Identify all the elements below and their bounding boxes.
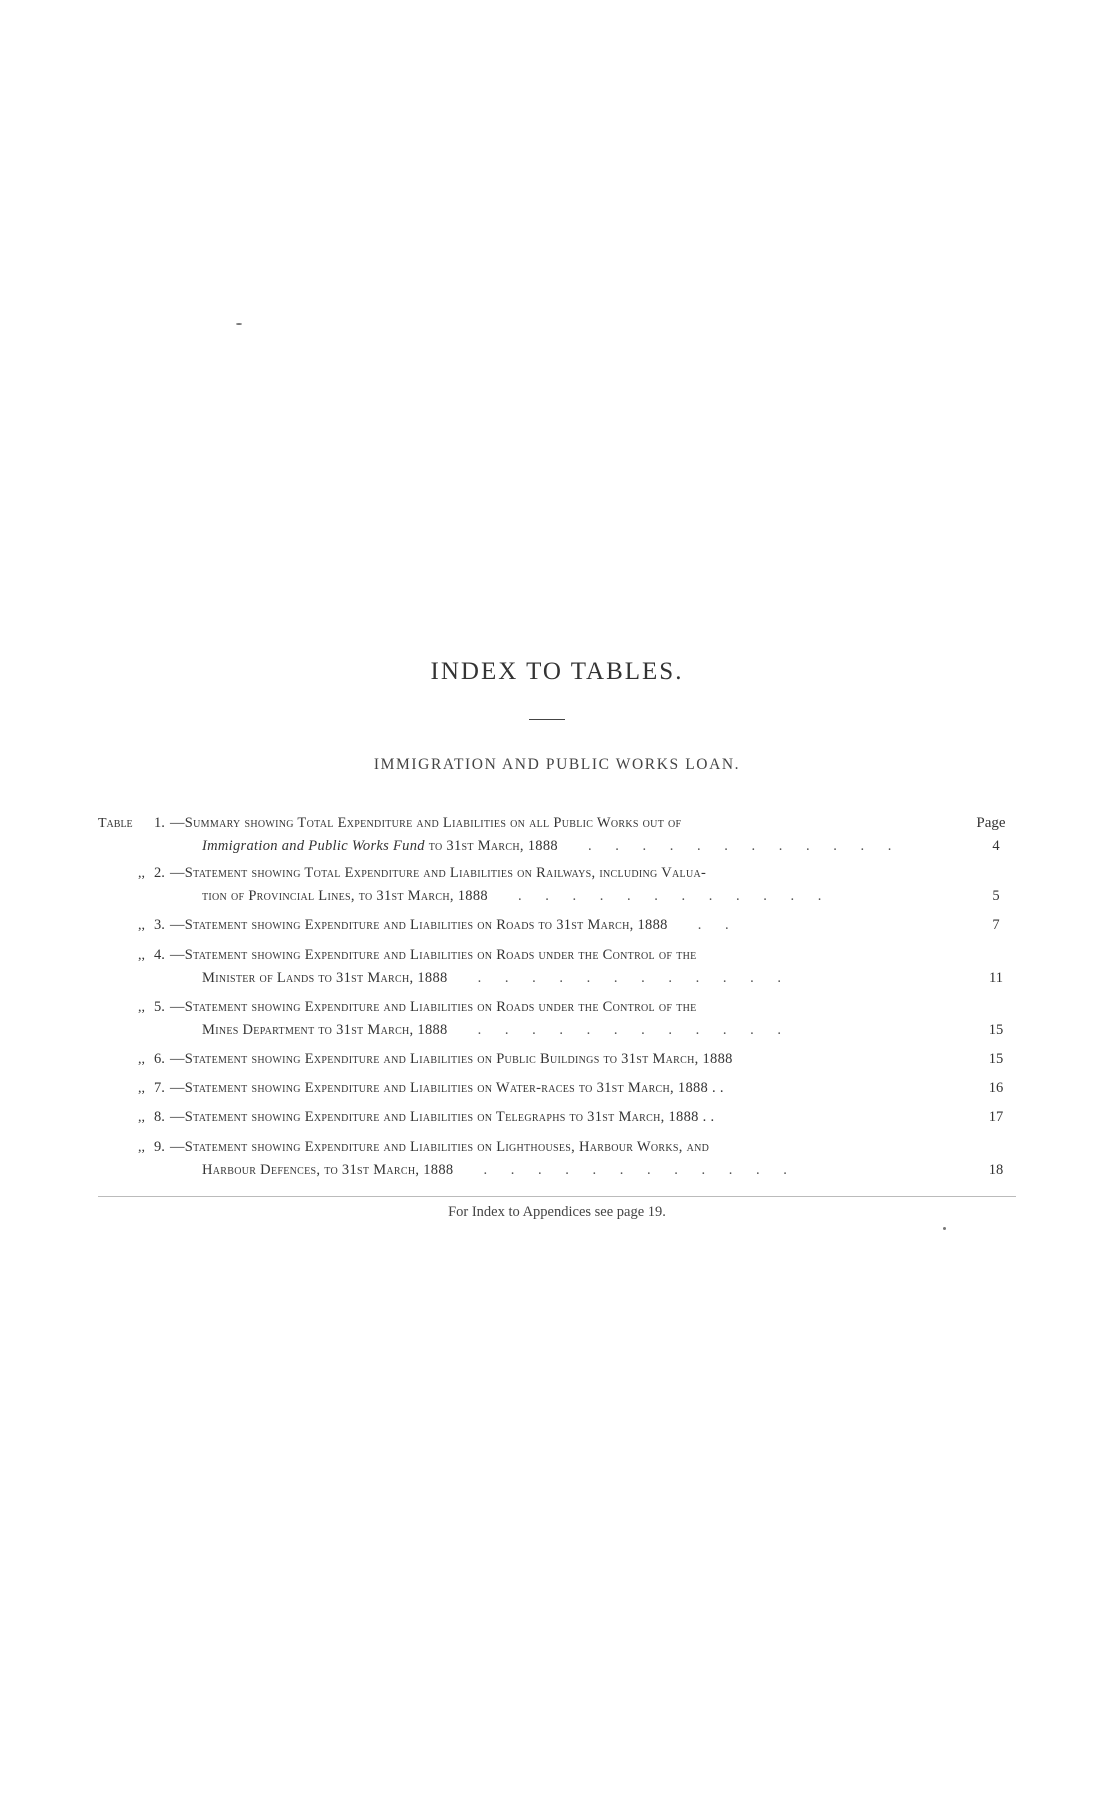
section-subtitle: IMMIGRATION AND PUBLIC WORKS LOAN. (373, 756, 741, 773)
page-number: 18 (988, 1162, 1004, 1178)
leader-dots: . . . . . . . . . . . . (483, 1162, 797, 1178)
print-speck (943, 1227, 946, 1230)
entry-number: 2. (154, 865, 165, 881)
ditto-mark: ,, (138, 918, 145, 933)
index-entry-9 (98, 1136, 1016, 1182)
index-entry-5 (98, 996, 1016, 1042)
entry-text-continued: Harbour Defences, to 31st March, 1888 . . . . . . . . . . . . (202, 1162, 797, 1178)
leader-dots: . . . . . . . . . . . . (517, 888, 832, 904)
entry-text: —Statement showing Expenditure and Liabilities on Roads under the Control of the (170, 947, 697, 963)
table-prefix: Table (98, 816, 133, 831)
entry-number: 9. (154, 1139, 165, 1155)
entry-text-continued: tion of Provincial Lines, to 31st March, 1888 . . . . . . . . . . . . (202, 888, 832, 904)
entry-text: —Statement showing Expenditure and Liabilities on Lighthouses, Harbour Works, and (170, 1139, 710, 1155)
page-number: 11 (989, 970, 1003, 986)
ditto-mark: ,, (138, 1110, 145, 1125)
ditto-mark: ,, (138, 866, 145, 881)
print-speck (236, 323, 242, 325)
page-number: 15 (988, 1051, 1004, 1067)
entry-number: 4. (154, 947, 165, 963)
index-entry-2 (98, 862, 1016, 908)
entry-number: 1. (154, 815, 165, 831)
leader-dots: . . . . . . . . . . . . (587, 838, 902, 854)
entry-number: 6. (154, 1051, 165, 1067)
page-title: INDEX TO TABLES. (430, 658, 684, 685)
ditto-mark: ,, (138, 948, 145, 963)
title-divider (529, 719, 565, 720)
entry-number: 7. (154, 1080, 165, 1096)
entry-text: —Statement showing Expenditure and Liabilities on Public Buildings to 31st March, 1888 (170, 1051, 733, 1067)
ditto-mark: ,, (138, 1000, 145, 1015)
ditto-mark: ,, (138, 1140, 145, 1155)
entry-number: 5. (154, 999, 165, 1015)
index-entry-1 (98, 812, 1016, 858)
index-entry-3 (98, 914, 1016, 937)
page-number: 4 (992, 838, 1000, 854)
page-number: 16 (988, 1080, 1004, 1096)
entry-number: 8. (154, 1109, 165, 1125)
entry-text: —Summary showing Total Expenditure and Liabilities on all Public Works out of (170, 815, 682, 831)
entry-text-continued: Immigration and Public Works Fund to 31st March, 1888 . . . . . . . . . . . . (202, 838, 902, 854)
ditto-mark: ,, (138, 1052, 145, 1067)
leader-dots: . . (697, 917, 739, 933)
entry-text-continued: Minister of Lands to 31st March, 1888 . . . . . . . . . . . . (202, 970, 791, 986)
ditto-mark: ,, (138, 1081, 145, 1096)
footer-divider (98, 1196, 1016, 1197)
index-entry-8 (98, 1106, 1016, 1129)
page-number: 7 (992, 917, 1000, 933)
page-number: 15 (988, 1022, 1004, 1038)
index-entry-6 (98, 1048, 1016, 1071)
fund-name: Immigration and Public Works Fund (202, 838, 425, 854)
page-number: 17 (988, 1109, 1004, 1125)
entry-number: 3. (154, 917, 165, 933)
index-entry-4 (98, 944, 1016, 990)
page-column-header: Page (976, 815, 1006, 831)
entry-text: —Statement showing Expenditure and Liabilities on Telegraphs to 31st March, 1888 . . (170, 1109, 715, 1125)
leader-dots: . . . . . . . . . . . . (477, 1022, 791, 1038)
entry-text: —Statement showing Expenditure and Liabilities on Roads to 31st March, 1888 . . (170, 917, 739, 933)
entry-text-continued: Mines Department to 31st March, 1888 . . . . . . . . . . . . (202, 1022, 791, 1038)
entry-text: —Statement showing Expenditure and Liabilities on Water-races to 31st March, 1888 . . (170, 1080, 724, 1096)
leader-dots: . . . . . . . . . . . . (477, 970, 791, 986)
entry-text: —Statement showing Expenditure and Liabilities on Roads under the Control of the (170, 999, 697, 1015)
index-entry-7 (98, 1077, 1016, 1100)
entry-text: —Statement showing Total Expenditure and Liabilities on Railways, including Valua- (170, 865, 707, 881)
page-number: 5 (992, 888, 1000, 904)
appendices-footnote: For Index to Appendices see page 19. (448, 1204, 666, 1220)
